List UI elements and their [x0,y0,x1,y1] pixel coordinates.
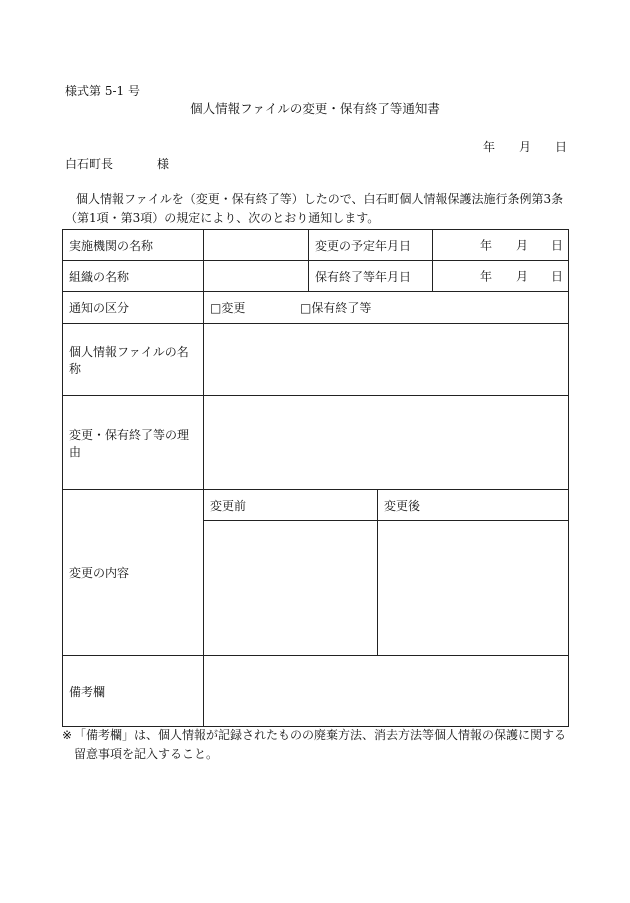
after-change-header: 変更後 [378,490,569,521]
reason-label: 変更・保有終了等の理由 [63,396,204,490]
retention-end-checkbox[interactable]: □保有終了等 [300,301,372,315]
date-month-label: 月 [516,238,529,253]
org-name-field[interactable] [204,230,309,261]
before-change-header: 変更前 [204,490,378,521]
addressee: 白石町長 [65,157,114,171]
reason-field[interactable] [204,396,569,490]
org-name-label: 実施機関の名称 [63,230,204,261]
date-day-label: 日 [551,269,564,284]
honorific: 様 [157,157,170,171]
retention-end-date-label: 保有終了等年月日 [309,261,433,292]
date-year-label: 年 [480,269,493,284]
planned-change-date-label: 変更の予定年月日 [309,230,433,261]
footnote [62,726,572,764]
remarks-field[interactable] [204,656,569,727]
change-content-label: 変更の内容 [63,490,204,656]
remarks-label: 備考欄 [63,656,204,727]
note-text: 「備考欄」は、個人情報が記録されたものの廃棄方法、消去方法等個人情報の保護に関する留意事項を記入すること。 [74,728,567,761]
addressee-line [65,155,170,172]
date-month-label: 月 [519,140,532,154]
planned-change-date-field[interactable] [433,230,569,261]
date-day-label: 日 [551,238,564,253]
retention-end-date-field[interactable] [433,261,569,292]
document-title: 個人情報ファイルの変更・保有終了等通知書 [190,101,440,116]
body-text: 個人情報ファイルを（変更・保有終了等）したので、白石町個人情報保護法施行条例第3条（第1項・第3項）の規定により、次のとおり通知します。 [65,192,564,225]
notice-type-options [204,292,569,324]
unit-name-label: 組織の名称 [63,261,204,292]
unit-name-field[interactable] [204,261,309,292]
date-day-label: 日 [555,140,568,154]
date-month-label: 月 [516,269,529,284]
file-name-label: 個人情報ファイルの名称 [63,324,204,396]
notice-type-label: 通知の区分 [63,292,204,324]
before-change-field[interactable] [204,521,378,656]
form-number: 様式第 5-1 号 [65,84,140,98]
date-year-label: 年 [483,140,496,154]
date-year-label: 年 [480,238,493,253]
after-change-field[interactable] [378,521,569,656]
notification-form-table [62,229,569,727]
date-line [478,138,568,154]
file-name-field[interactable] [204,324,569,396]
change-checkbox[interactable]: □変更 [210,301,246,315]
note-mark: ※ [62,728,73,742]
